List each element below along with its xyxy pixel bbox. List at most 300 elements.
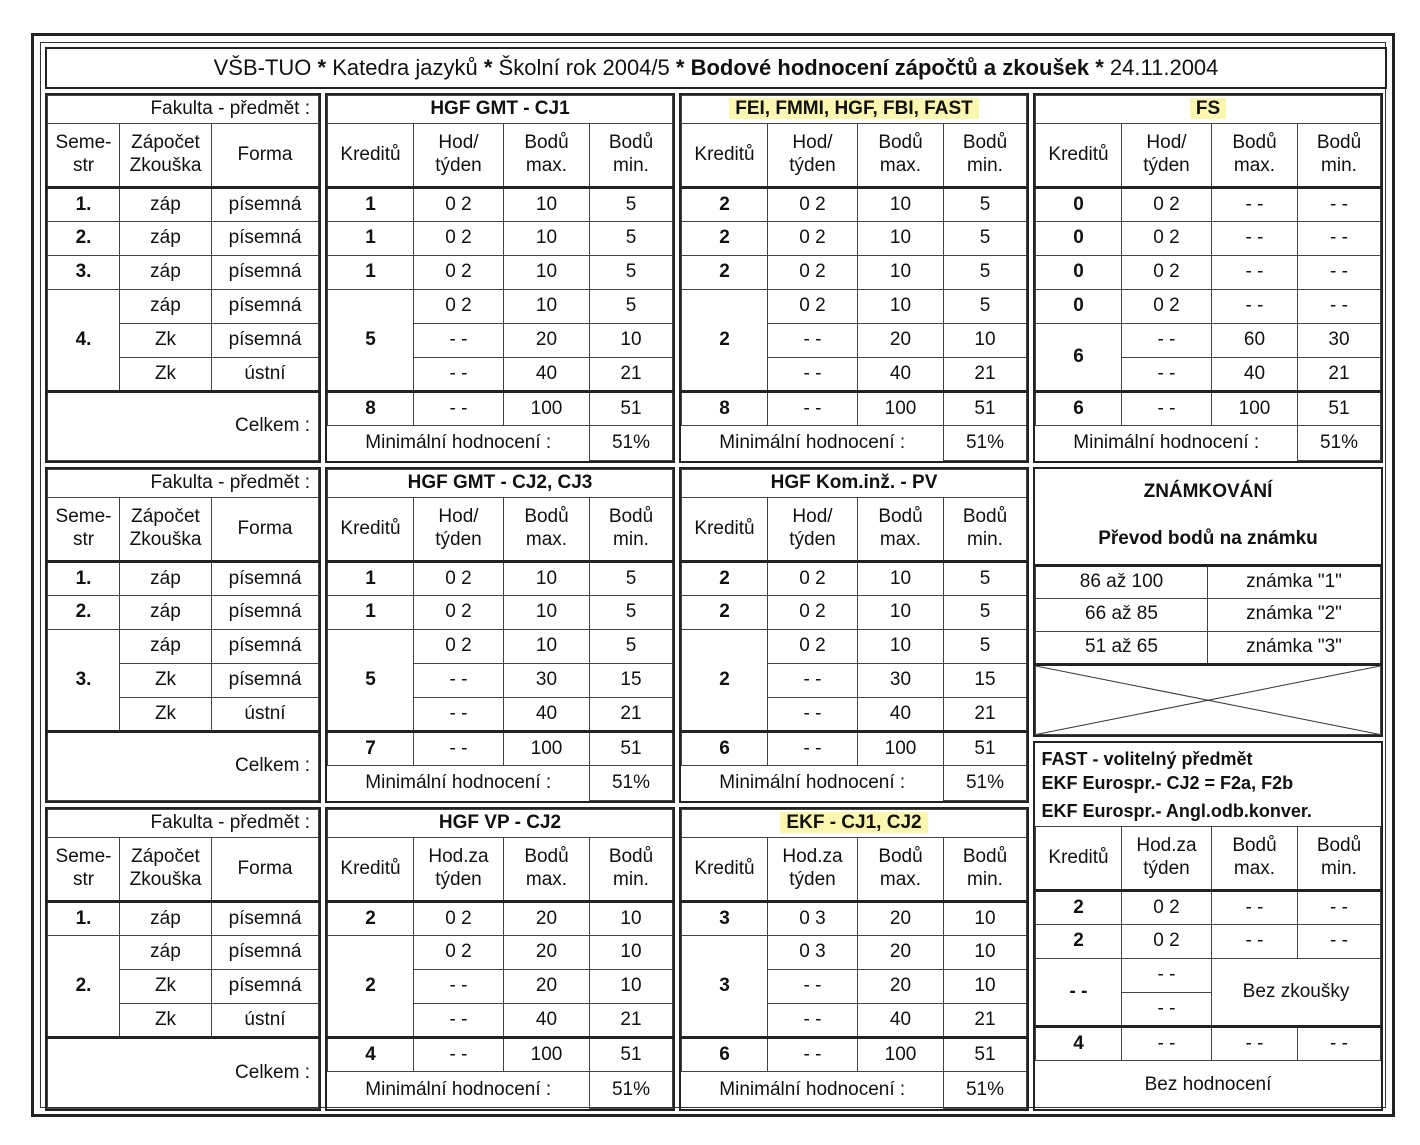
- min-cell: - -: [1298, 188, 1381, 222]
- max-cell: 20: [504, 970, 590, 1004]
- total-kredity: 7: [328, 732, 414, 766]
- zapocet-cell: Zk: [120, 1004, 212, 1038]
- min-cell: 21: [944, 698, 1027, 732]
- minimalni-value: 51%: [590, 426, 673, 461]
- forma-cell: písemná: [212, 562, 319, 596]
- max-cell: - -: [1212, 891, 1298, 925]
- hod-cell: 0 2: [768, 562, 858, 596]
- hod-cell: - -: [414, 664, 504, 698]
- min-cell: - -: [1298, 925, 1381, 959]
- kreditu-header: Kreditů: [328, 838, 414, 902]
- celkem-label: Celkem :: [48, 732, 319, 801]
- min-cell: 5: [590, 256, 673, 290]
- min-cell: 10: [944, 936, 1027, 970]
- zapocet-cell: záp: [120, 902, 212, 936]
- kredity-cell: 6: [1036, 324, 1122, 392]
- hod-cell: - -: [768, 970, 858, 1004]
- total-hod: - -: [768, 732, 858, 766]
- total-min: 51: [590, 1038, 673, 1072]
- kredity-cell: 2: [682, 562, 768, 596]
- minimalni-value: 51%: [590, 766, 673, 801]
- hod-cell: 0 2: [768, 290, 858, 324]
- hod-cell: 0 2: [414, 222, 504, 256]
- min-cell: 10: [944, 970, 1027, 1004]
- min-cell: 5: [944, 290, 1027, 324]
- bez-zkousky: Bez zkoušky: [1212, 959, 1381, 1027]
- min-cell: - -: [1298, 222, 1381, 256]
- kredity-cell: 0: [1036, 290, 1122, 324]
- title-year: Školní rok 2004/5: [498, 55, 670, 80]
- znamkovani-title: ZNÁMKOVÁNÍ: [1143, 480, 1273, 502]
- grade: známka "1": [1208, 565, 1381, 598]
- hod-header: Hod/ týden: [768, 498, 858, 562]
- sem-cell: 3.: [48, 256, 120, 290]
- hod-cell: 0 2: [414, 188, 504, 222]
- max-cell: 20: [858, 970, 944, 1004]
- total-hod: - -: [414, 732, 504, 766]
- hod-cell: - -: [1122, 993, 1212, 1027]
- hod-cell: 0 2: [414, 936, 504, 970]
- max-cell: 10: [504, 256, 590, 290]
- zapocet-cell: Zk: [120, 698, 212, 732]
- title-department: Katedra jazyků: [332, 55, 478, 80]
- min-cell: 10: [590, 324, 673, 358]
- total-min: 51: [944, 392, 1027, 426]
- hod-cell: - -: [414, 698, 504, 732]
- total-hod: - -: [768, 392, 858, 426]
- bodu-max-header: Bodů max.: [858, 124, 944, 188]
- zapocet-cell: záp: [120, 630, 212, 664]
- bodu-max-header: Bodů max.: [504, 838, 590, 902]
- min-cell: 5: [944, 596, 1027, 630]
- points-range: 51 až 65: [1036, 631, 1208, 664]
- max-cell: 30: [858, 664, 944, 698]
- forma-header: Forma: [212, 838, 319, 902]
- max-cell: 40: [504, 358, 590, 392]
- total-kredity: 6: [682, 1038, 768, 1072]
- forma-cell: písemná: [212, 902, 319, 936]
- title-sep-2: *: [483, 55, 493, 80]
- total-min: 51: [590, 392, 673, 426]
- min-cell: 21: [1298, 358, 1381, 392]
- hod-header: Hod/ týden: [414, 124, 504, 188]
- row1-hgf-gmt-cj1-block: [325, 93, 675, 463]
- hod-cell: 0 2: [414, 596, 504, 630]
- max-cell: 10: [858, 290, 944, 324]
- hod-cell: 0 2: [768, 596, 858, 630]
- bodu-min-header: Bodů min.: [590, 498, 673, 562]
- row2-hgf-kom-block: [679, 467, 1029, 803]
- max-cell: 40: [504, 1004, 590, 1038]
- min-cell: 21: [944, 1004, 1027, 1038]
- hod-cell: - -: [414, 324, 504, 358]
- crossed-box: [1036, 664, 1381, 735]
- kredity-cell: - -: [1036, 959, 1122, 1027]
- forma-cell: ústní: [212, 358, 319, 392]
- total-max: 100: [1212, 392, 1298, 426]
- hod-header: Hod.za týden: [1122, 827, 1212, 891]
- hod-cell: 0 2: [1122, 290, 1212, 324]
- max-cell: 60: [1212, 324, 1298, 358]
- inner-frame: [40, 42, 1386, 1108]
- kredity-cell: 0: [1036, 188, 1122, 222]
- zapocet-header: Zápočet Zkouška: [120, 124, 212, 188]
- max-cell: 20: [858, 324, 944, 358]
- minimalni-label: Minimální hodnocení :: [719, 1078, 906, 1100]
- hod-cell: 0 2: [1122, 256, 1212, 290]
- zapocet-cell: Zk: [120, 324, 212, 358]
- kredity-cell: 2: [328, 936, 414, 1038]
- forma-header: Forma: [212, 124, 319, 188]
- row3-hgf-vp-block: [325, 807, 675, 1111]
- row1-fs-block: [1033, 93, 1383, 463]
- hod-header: Hod.za týden: [414, 838, 504, 902]
- total-max: 100: [504, 392, 590, 426]
- hod-cell: - -: [768, 664, 858, 698]
- fakulta-label: Fakulta - předmět :: [48, 470, 319, 498]
- kredity-cell: 2: [682, 630, 768, 732]
- min-cell: - -: [1298, 891, 1381, 925]
- zapocet-cell: záp: [120, 936, 212, 970]
- minimalni-label: Minimální hodnocení :: [1073, 431, 1260, 453]
- min-cell: 5: [944, 562, 1027, 596]
- min-cell: 21: [590, 698, 673, 732]
- max-cell: 20: [858, 902, 944, 936]
- block-caption: HGF GMT - CJ2, CJ3: [328, 470, 673, 498]
- total-hod: - -: [1122, 392, 1212, 426]
- row3-ekf-block: [679, 807, 1029, 1111]
- celkem-label: Celkem :: [48, 1038, 319, 1109]
- bodu-min-header: Bodů min.: [1298, 124, 1381, 188]
- hod-header: Hod/ týden: [1122, 124, 1212, 188]
- total-max: 100: [504, 732, 590, 766]
- celkem-label: Celkem :: [48, 392, 319, 461]
- kredity-cell: 2: [682, 596, 768, 630]
- hod-cell: - -: [768, 358, 858, 392]
- sem-cell: 1.: [48, 562, 120, 596]
- kredity-cell: 1: [328, 562, 414, 596]
- bodu-max-header: Bodů max.: [1212, 827, 1298, 891]
- max-cell: 10: [504, 222, 590, 256]
- kredity-cell: 5: [328, 290, 414, 392]
- title-sep-3: *: [675, 55, 685, 80]
- hod-cell: 0 2: [1122, 188, 1212, 222]
- min-cell: 10: [944, 902, 1027, 936]
- max-cell: 10: [858, 630, 944, 664]
- max-cell: - -: [1212, 925, 1298, 959]
- title-heading: Bodové hodnocení zápočtů a zkoušek: [690, 55, 1090, 80]
- hod-cell: 0 2: [414, 290, 504, 324]
- max-cell: - -: [1212, 256, 1298, 290]
- minimalni-label: Minimální hodnocení :: [719, 771, 906, 793]
- row3-notes-block: [1033, 741, 1383, 1111]
- min-cell: 5: [944, 188, 1027, 222]
- bodu-max-header: Bodů max.: [504, 498, 590, 562]
- forma-cell: ústní: [212, 698, 319, 732]
- semestr-header: Seme-str: [48, 498, 120, 562]
- total-min: 51: [1298, 392, 1381, 426]
- hod-cell: 0 2: [414, 902, 504, 936]
- caption-highlight: EKF - CJ1, CJ2: [780, 812, 927, 833]
- min-cell: 10: [590, 970, 673, 1004]
- forma-cell: ústní: [212, 1004, 319, 1038]
- minimalni-label: Minimální hodnocení :: [719, 431, 906, 453]
- total-kredity: 8: [682, 392, 768, 426]
- block-caption: [1036, 96, 1381, 124]
- max-cell: 10: [504, 596, 590, 630]
- max-cell: - -: [1212, 290, 1298, 324]
- max-cell: 40: [1212, 358, 1298, 392]
- min-cell: 5: [590, 188, 673, 222]
- kredity-cell: 3: [682, 936, 768, 1038]
- sem-cell: 2.: [48, 596, 120, 630]
- max-cell: 10: [858, 562, 944, 596]
- page-title: [45, 47, 1387, 89]
- bodu-min-header: Bodů min.: [1298, 827, 1381, 891]
- bodu-max-header: Bodů max.: [858, 838, 944, 902]
- total-hod: - -: [414, 1038, 504, 1072]
- kredity-cell: 2: [328, 902, 414, 936]
- hod-cell: 0 2: [768, 630, 858, 664]
- forma-cell: písemná: [212, 222, 319, 256]
- max-cell: 10: [858, 188, 944, 222]
- min-cell: 5: [944, 222, 1027, 256]
- minimalni-value: 51%: [944, 1072, 1027, 1109]
- total-max: 100: [858, 392, 944, 426]
- total-kredity: 6: [682, 732, 768, 766]
- grade: známka "2": [1208, 598, 1381, 631]
- row2-left-block: [45, 467, 321, 803]
- sem-cell: 2.: [48, 936, 120, 1038]
- hod-cell: 0 2: [1122, 891, 1212, 925]
- zapocet-cell: záp: [120, 188, 212, 222]
- max-cell: - -: [1212, 188, 1298, 222]
- total-max: 100: [504, 1038, 590, 1072]
- forma-header: Forma: [212, 498, 319, 562]
- forma-cell: písemná: [212, 664, 319, 698]
- hod-cell: 0 3: [768, 902, 858, 936]
- hod-cell: - -: [1122, 959, 1212, 993]
- hod-cell: 0 2: [1122, 925, 1212, 959]
- min-cell: 5: [590, 596, 673, 630]
- max-cell: - -: [1212, 222, 1298, 256]
- hod-cell: 0 2: [768, 256, 858, 290]
- fakulta-label: Fakulta - předmět :: [48, 96, 319, 124]
- total-max: 100: [858, 1038, 944, 1072]
- zapocet-cell: záp: [120, 290, 212, 324]
- hod-cell: - -: [768, 1004, 858, 1038]
- forma-cell: písemná: [212, 596, 319, 630]
- title-sep-1: *: [317, 55, 327, 80]
- max-cell: 10: [504, 290, 590, 324]
- kredity-cell: 0: [1036, 256, 1122, 290]
- caption-highlight: FS: [1190, 98, 1226, 119]
- max-cell: 10: [504, 562, 590, 596]
- total-kredity: 4: [1036, 1027, 1122, 1061]
- znamkovani-subtitle: Převod bodů na známku: [1036, 515, 1381, 565]
- minimalni-label: Minimální hodnocení :: [365, 431, 552, 453]
- max-cell: 10: [858, 222, 944, 256]
- hod-cell: - -: [1122, 324, 1212, 358]
- kredity-cell: 1: [328, 256, 414, 290]
- kredity-cell: 0: [1036, 222, 1122, 256]
- kredity-cell: 3: [682, 902, 768, 936]
- max-cell: 10: [858, 596, 944, 630]
- row2-hgf-gmt-cj2-block: [325, 467, 675, 803]
- forma-cell: písemná: [212, 256, 319, 290]
- sem-cell: 4.: [48, 290, 120, 392]
- forma-cell: písemná: [212, 324, 319, 358]
- bodu-min-header: Bodů min.: [944, 838, 1027, 902]
- max-cell: 40: [858, 1004, 944, 1038]
- kredity-cell: 1: [328, 596, 414, 630]
- bodu-max-header: Bodů max.: [1212, 124, 1298, 188]
- document-sheet: [31, 33, 1395, 1117]
- kreditu-header: Kreditů: [682, 838, 768, 902]
- min-cell: 15: [590, 664, 673, 698]
- min-cell: 10: [590, 936, 673, 970]
- forma-cell: písemná: [212, 188, 319, 222]
- hod-header: Hod/ týden: [768, 124, 858, 188]
- kreditu-header: Kreditů: [328, 124, 414, 188]
- min-cell: 10: [944, 324, 1027, 358]
- semestr-header: Seme-str: [48, 838, 120, 902]
- zapocet-cell: Zk: [120, 358, 212, 392]
- note-line: EKF Eurospr.- Angl.odb.konver.: [1041, 800, 1312, 821]
- sem-cell: 2.: [48, 222, 120, 256]
- fakulta-label: Fakulta - předmět :: [48, 810, 319, 838]
- minimalni-value: 51%: [590, 1072, 673, 1109]
- total-hod: - -: [768, 1038, 858, 1072]
- sem-cell: 1.: [48, 902, 120, 936]
- max-cell: 40: [858, 698, 944, 732]
- kredity-cell: 2: [1036, 925, 1122, 959]
- bez-hodnoceni: Bez hodnocení: [1144, 1073, 1272, 1095]
- hod-cell: - -: [768, 324, 858, 358]
- min-cell: 30: [1298, 324, 1381, 358]
- forma-cell: písemná: [212, 970, 319, 1004]
- kreditu-header: Kreditů: [682, 498, 768, 562]
- min-cell: 15: [944, 664, 1027, 698]
- bodu-max-header: Bodů max.: [858, 498, 944, 562]
- min-cell: 5: [590, 222, 673, 256]
- hod-header: Hod.za týden: [768, 838, 858, 902]
- block-caption: HGF Kom.inž. - PV: [682, 470, 1027, 498]
- kredity-cell: 2: [1036, 891, 1122, 925]
- kreditu-header: Kreditů: [682, 124, 768, 188]
- min-cell: 5: [590, 630, 673, 664]
- note-line: FAST - volitelný předmět: [1041, 749, 1253, 769]
- bodu-min-header: Bodů min.: [944, 498, 1027, 562]
- total-min: 51: [590, 732, 673, 766]
- hod-cell: - -: [414, 1004, 504, 1038]
- bodu-min-header: Bodů min.: [590, 838, 673, 902]
- total-hod: - -: [1122, 1027, 1212, 1061]
- hod-cell: - -: [768, 698, 858, 732]
- sem-cell: 3.: [48, 630, 120, 732]
- hod-cell: 0 2: [768, 222, 858, 256]
- caption-highlight: FEI, FMMI, HGF, FBI, FAST: [729, 98, 979, 119]
- kreditu-header: Kreditů: [328, 498, 414, 562]
- hod-cell: 0 2: [414, 562, 504, 596]
- kredity-cell: 2: [682, 222, 768, 256]
- min-cell: 21: [944, 358, 1027, 392]
- total-min: - -: [1298, 1027, 1381, 1061]
- min-cell: 5: [590, 562, 673, 596]
- min-cell: 21: [590, 358, 673, 392]
- znamkovani-block: [1033, 467, 1383, 737]
- max-cell: 30: [504, 664, 590, 698]
- max-cell: 20: [504, 936, 590, 970]
- min-cell: 21: [590, 1004, 673, 1038]
- max-cell: 40: [504, 698, 590, 732]
- min-cell: 5: [944, 630, 1027, 664]
- zapocet-header: Zápočet Zkouška: [120, 838, 212, 902]
- max-cell: 10: [504, 630, 590, 664]
- semestr-header: Seme-str: [48, 124, 120, 188]
- max-cell: 20: [504, 902, 590, 936]
- points-range: 66 až 85: [1036, 598, 1208, 631]
- forma-cell: písemná: [212, 290, 319, 324]
- minimalni-value: 51%: [944, 766, 1027, 801]
- hod-cell: 0 2: [414, 256, 504, 290]
- min-cell: 10: [590, 902, 673, 936]
- max-cell: 20: [504, 324, 590, 358]
- kreditu-header: Kreditů: [1036, 827, 1122, 891]
- block-caption: HGF GMT - CJ1: [328, 96, 673, 124]
- hod-cell: - -: [414, 358, 504, 392]
- bodu-max-header: Bodů max.: [504, 124, 590, 188]
- sem-cell: 1.: [48, 188, 120, 222]
- kredity-cell: 2: [682, 188, 768, 222]
- kreditu-header: Kreditů: [1036, 124, 1122, 188]
- total-kredity: 4: [328, 1038, 414, 1072]
- min-cell: - -: [1298, 256, 1381, 290]
- max-cell: 20: [858, 936, 944, 970]
- hod-cell: - -: [414, 970, 504, 1004]
- max-cell: 40: [858, 358, 944, 392]
- block-caption: [682, 96, 1027, 124]
- kredity-cell: 5: [328, 630, 414, 732]
- hod-cell: 0 2: [768, 188, 858, 222]
- minimalni-label: Minimální hodnocení :: [365, 771, 552, 793]
- kredity-cell: 2: [682, 290, 768, 392]
- zapocet-cell: záp: [120, 256, 212, 290]
- min-cell: 5: [590, 290, 673, 324]
- max-cell: 10: [858, 256, 944, 290]
- hod-cell: 0 2: [1122, 222, 1212, 256]
- hod-cell: 0 3: [768, 936, 858, 970]
- zapocet-cell: Zk: [120, 970, 212, 1004]
- zapocet-cell: Zk: [120, 664, 212, 698]
- row1-left-block: [45, 93, 321, 463]
- total-kredity: 8: [328, 392, 414, 426]
- hod-header: Hod/ týden: [414, 498, 504, 562]
- row1-fei-block: [679, 93, 1029, 463]
- hod-cell: 0 2: [414, 630, 504, 664]
- title-school: VŠB-TUO: [213, 55, 312, 80]
- zapocet-cell: záp: [120, 222, 212, 256]
- zapocet-cell: záp: [120, 562, 212, 596]
- zapocet-header: Zápočet Zkouška: [120, 498, 212, 562]
- hod-cell: - -: [1122, 358, 1212, 392]
- total-min: 51: [944, 1038, 1027, 1072]
- min-cell: - -: [1298, 290, 1381, 324]
- bodu-min-header: Bodů min.: [590, 124, 673, 188]
- kredity-cell: 1: [328, 222, 414, 256]
- minimalni-label: Minimální hodnocení :: [365, 1078, 552, 1100]
- kredity-cell: 1: [328, 188, 414, 222]
